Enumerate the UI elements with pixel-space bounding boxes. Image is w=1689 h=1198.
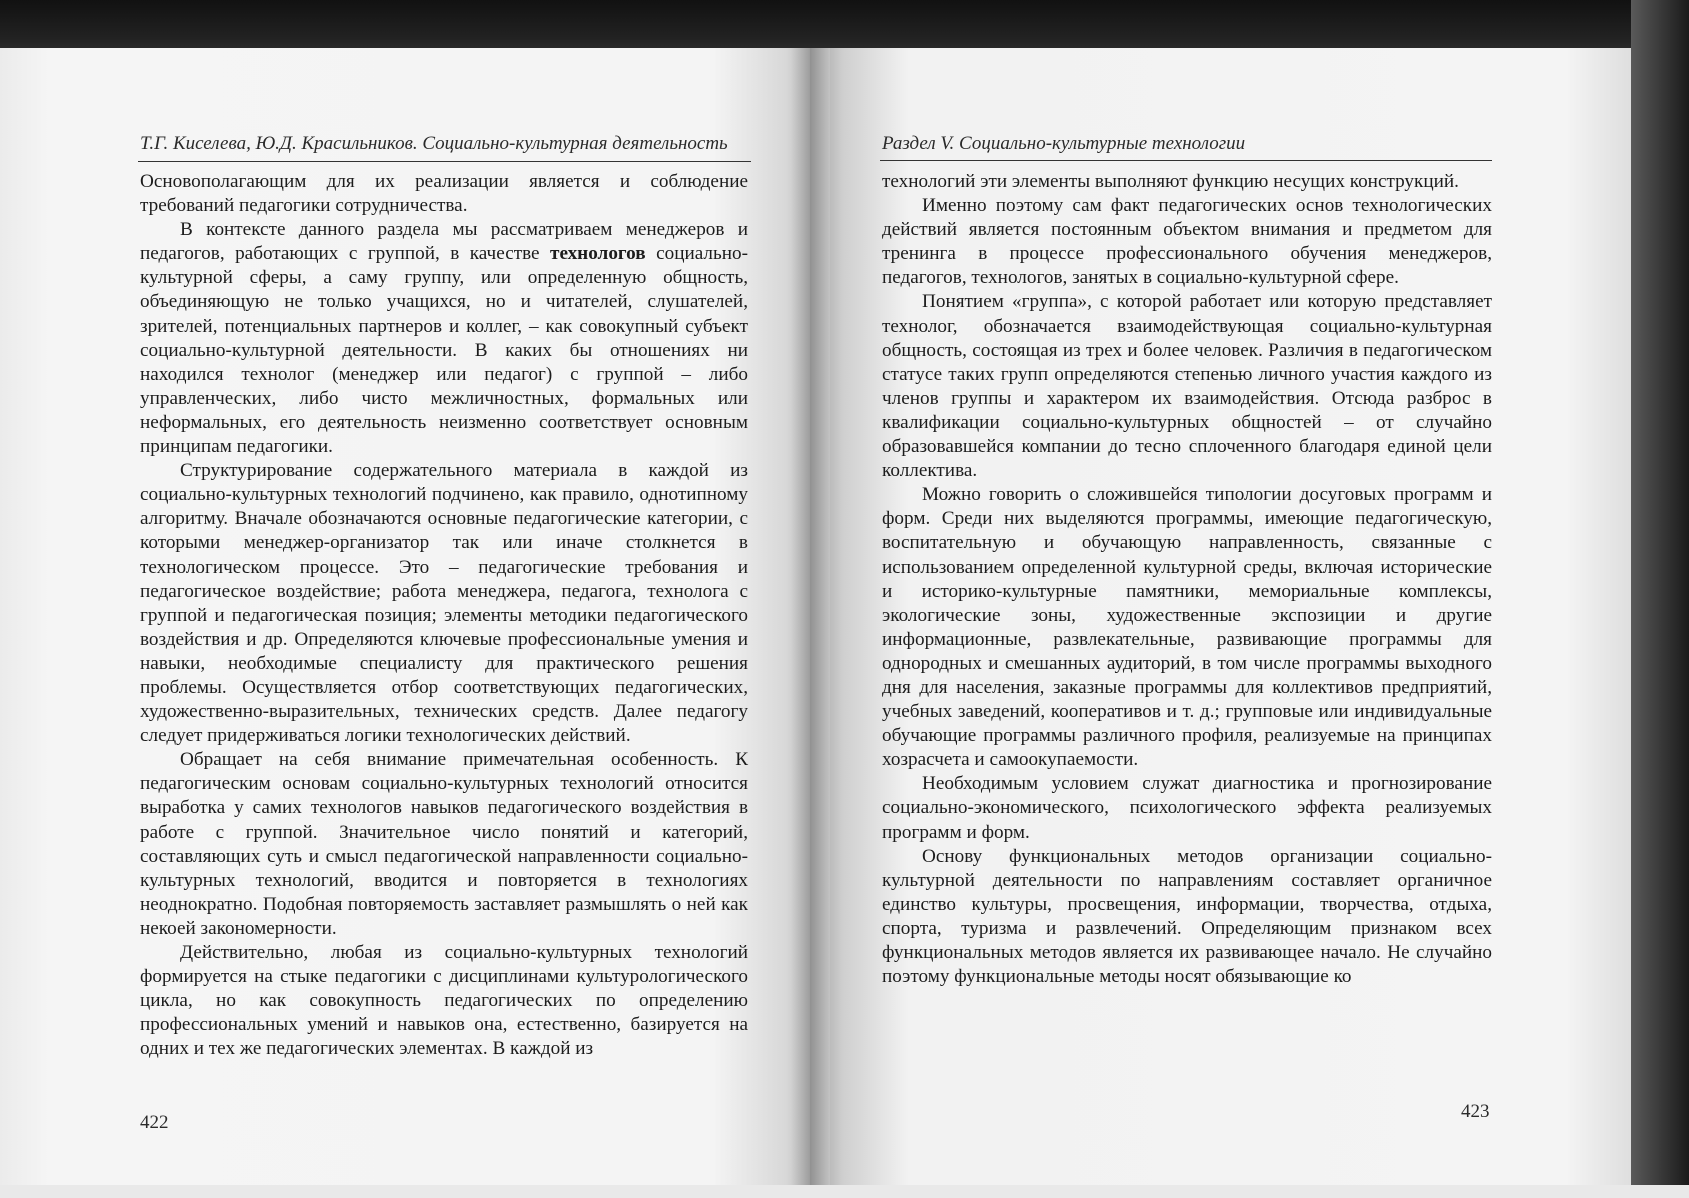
left-paragraph: Действительно, любая из социально-культурных технологий формируется на стыке педагогики с дисциплинами культурологического цикла, но как совокупность педагогических по определению профессиональных умений и навыков она, естественно, базируется на одних и тех же педагогических элементах. В каждой из — [140, 942, 748, 1060]
left-paragraph-end: социально-культурной сферы, а саму группу, или определенную общность, объединяющую не только учащихся, но и читателей, слушателей, зрителей, потенциальных партнеров и коллег, – как совокупный субъект социально-культурной деятельности. В каких бы отношениях ни находился технолог (менеджер или педагог) с группой – либо управленческих, либо чисто межличностных, формальных или неформальных, его деятельность неизменно соответствует основным принципам педагогики. — [140, 243, 749, 458]
bold-term: технологов — [550, 243, 646, 265]
right-page-number: 423 — [1461, 1101, 1490, 1122]
left-text-block — [140, 170, 748, 1061]
right-paragraph: Основу функциональных методов организации социально-культурной деятельности по направлениям составляет органичное единство культуры, просвещения, информации, творчества, отдыха, спорта, туризма и развлечений. Определяющим признаком всех функциональных методов является их развивающее начало. Не случайно поэтому функциональные методы носят обязывающие ко — [882, 845, 1492, 988]
right-head-rule — [880, 160, 1492, 161]
right-text-block — [882, 170, 1492, 989]
right-paragraph: Понятием «группа», с которой работает или которую представляет технолог, обозначается взаимодействующая социально-культурная общность, состоящая из трех и более человек. Различия в педагогическом статусе таких групп определяются степенью личного участия каждого из членов группы и характером их взаимодействия. Отсюда разброс в квалификации социально-культурных общностей – от случайно образовавшейся компании до тесно сплоченного благодаря единой цели коллектива. — [882, 291, 1492, 482]
left-head-rule — [138, 161, 751, 162]
left-paragraph: Обращает на себя внимание примечательная особенность. К педагогическим основам социально-культурных технологий относится выработка у самих технологов навыков педагогического воздействия в работе с группой. Значительное число понятий и категорий, составляющих суть и смысл педагогической направленности социально-культурных технологий, вводится и повторяется в технологиях неоднократно. Подобная повторяемость заставляет размышлять о ней как некоей закономерности. — [140, 749, 748, 939]
left-paragraph-start: В контексте данного раздела мы рассматриваем менеджеров и педагогов, работающих с группой, в качестве — [140, 219, 748, 265]
right-paragraph: Необходимым условием служат диагностика и прогнозирование социально-экономического, психологического эффекта реализуемых программ и форм. — [882, 773, 1492, 843]
right-paragraph: Можно говорить о сложившейся типологии досуговых программ и форм. Среди них выделяются программы, имеющие педагогическую, воспитательную и обучающую направленность, связанные с использованием определенной культурной среды, включая исторические и историко-культурные памятники, мемориальные комплексы, экологические зоны, художественные экспозиции и другие информационные, развлекательные, развивающие программы для однородных и смешанных аудиторий, в том числе программы выходного дня для населения, заказные программы для коллективов предприятий, учебных заведений, кооперативов и т. д.; групповые или индивидуальные обучающие программы различного профиля, реализуемые на принципах хозрасчета и самоокупаемости. — [882, 484, 1492, 771]
left-paragraph: Основополагающим для их реализации является и соблюдение требований педагогики сотрудничества. — [140, 171, 748, 217]
scan-right-shadow — [1631, 0, 1689, 1198]
left-page-number: 422 — [140, 1112, 169, 1133]
left-paragraph: Структурирование содержательного материала в каждой из социально-культурных технологий подчинено, как правило, однотипному алгоритму. Вначале обозначаются основные педагогические категории, с которыми менеджер-организатор так или иначе столкнется в технологическом процессе. Это – педагогические требования и педагогическое воздействие; работа менеджера, педагога, технолога с группой и педагогическая позиция; элементы методики педагогического воздействия и др. Определяются ключевые профессиональные умения и навыки, необходимые специалисту для практического решения проблемы. Осуществляется отбор соответствующих педагогических, художественно-выразительных, технических средств. Далее педагогу следует придерживаться логики технологических действий. — [140, 460, 748, 747]
right-running-head: Раздел V. Социально-культурные технологии — [882, 133, 1246, 154]
right-paragraph: технологий эти элементы выполняют функцию несущих конструкций. — [882, 171, 1459, 192]
scan-bottom-edge — [0, 1185, 1689, 1198]
left-running-head: Т.Г. Киселева, Ю.Д. Красильников. Социально-культурная деятельность — [140, 133, 728, 154]
right-paragraph: Именно поэтому сам факт педагогических основ технологических действий является постоянным объектом внимания и предметом для тренинга в процессе профессионального обучения менеджеров, педагогов, технологов, занятых в социально-культурной сфере. — [882, 195, 1492, 289]
left-paragraph — [140, 218, 748, 459]
book-gutter — [790, 48, 830, 1188]
